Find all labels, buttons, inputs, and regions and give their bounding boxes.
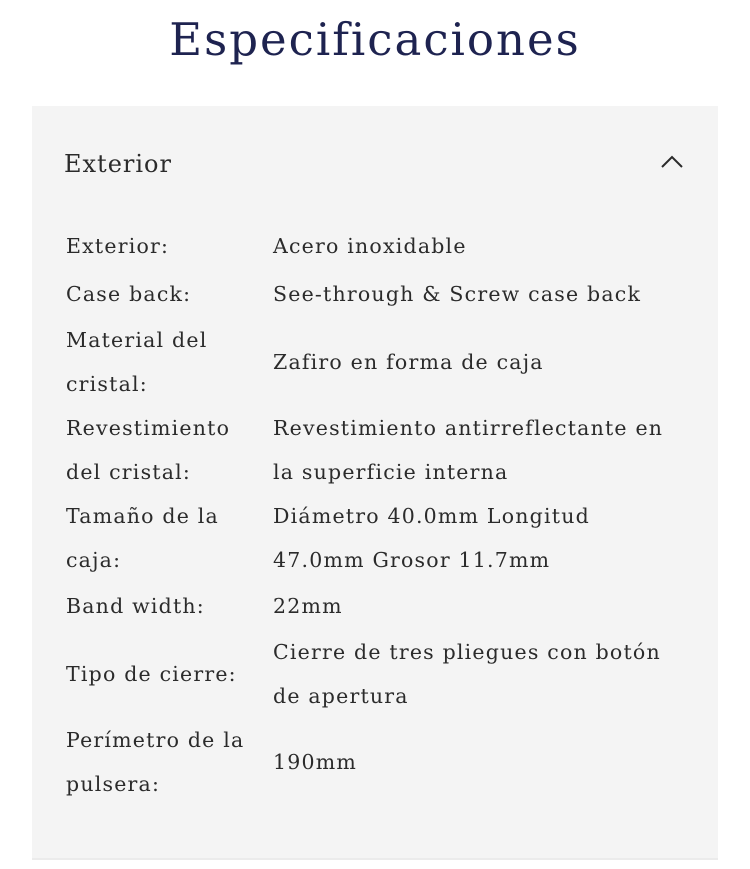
spec-row-crystal-material: [66, 318, 686, 406]
spec-value: 22mm: [273, 594, 343, 618]
spec-label: Exterior:: [66, 234, 170, 258]
spec-value: Acero inoxidable: [273, 234, 467, 258]
spec-value: Cierre de tres pliegues con botón de apertura: [273, 640, 661, 708]
page-title: Especificaciones: [169, 13, 581, 66]
chevron-up-icon[interactable]: [660, 153, 684, 169]
spec-value: Diámetro 40.0mm Longitud 47.0mm Grosor 11.7mm: [273, 504, 590, 572]
spec-row-case-back: [66, 270, 686, 318]
spec-list: [66, 222, 686, 806]
spec-label: Material del cristal:: [66, 328, 208, 396]
spec-row-exterior: [66, 222, 686, 270]
spec-row-band-width: [66, 582, 686, 630]
spec-label: Tipo de cierre:: [66, 662, 237, 686]
spec-row-bracelet-perimeter: [66, 718, 686, 806]
spec-value: 190mm: [273, 750, 358, 774]
spec-row-crystal-coating: [66, 406, 686, 494]
accordion-header-exterior[interactable]: [32, 106, 718, 222]
spec-label: Band width:: [66, 594, 205, 618]
spec-value: See-through & Screw case back: [273, 282, 642, 306]
accordion-title: Exterior: [64, 150, 172, 178]
spec-value: Revestimiento antirreflectante en la superficie interna: [273, 416, 664, 484]
spec-row-clasp-type: [66, 630, 686, 718]
spec-label: Case back:: [66, 282, 192, 306]
spec-label: Revestimiento del cristal:: [66, 416, 231, 484]
spec-label: Perímetro de la pulsera:: [66, 728, 245, 796]
divider: [32, 858, 718, 860]
specs-accordion-panel: [32, 106, 718, 858]
spec-row-case-size: [66, 494, 686, 582]
spec-label: Tamaño de la caja:: [66, 504, 219, 572]
spec-value: Zafiro en forma de caja: [273, 350, 544, 374]
